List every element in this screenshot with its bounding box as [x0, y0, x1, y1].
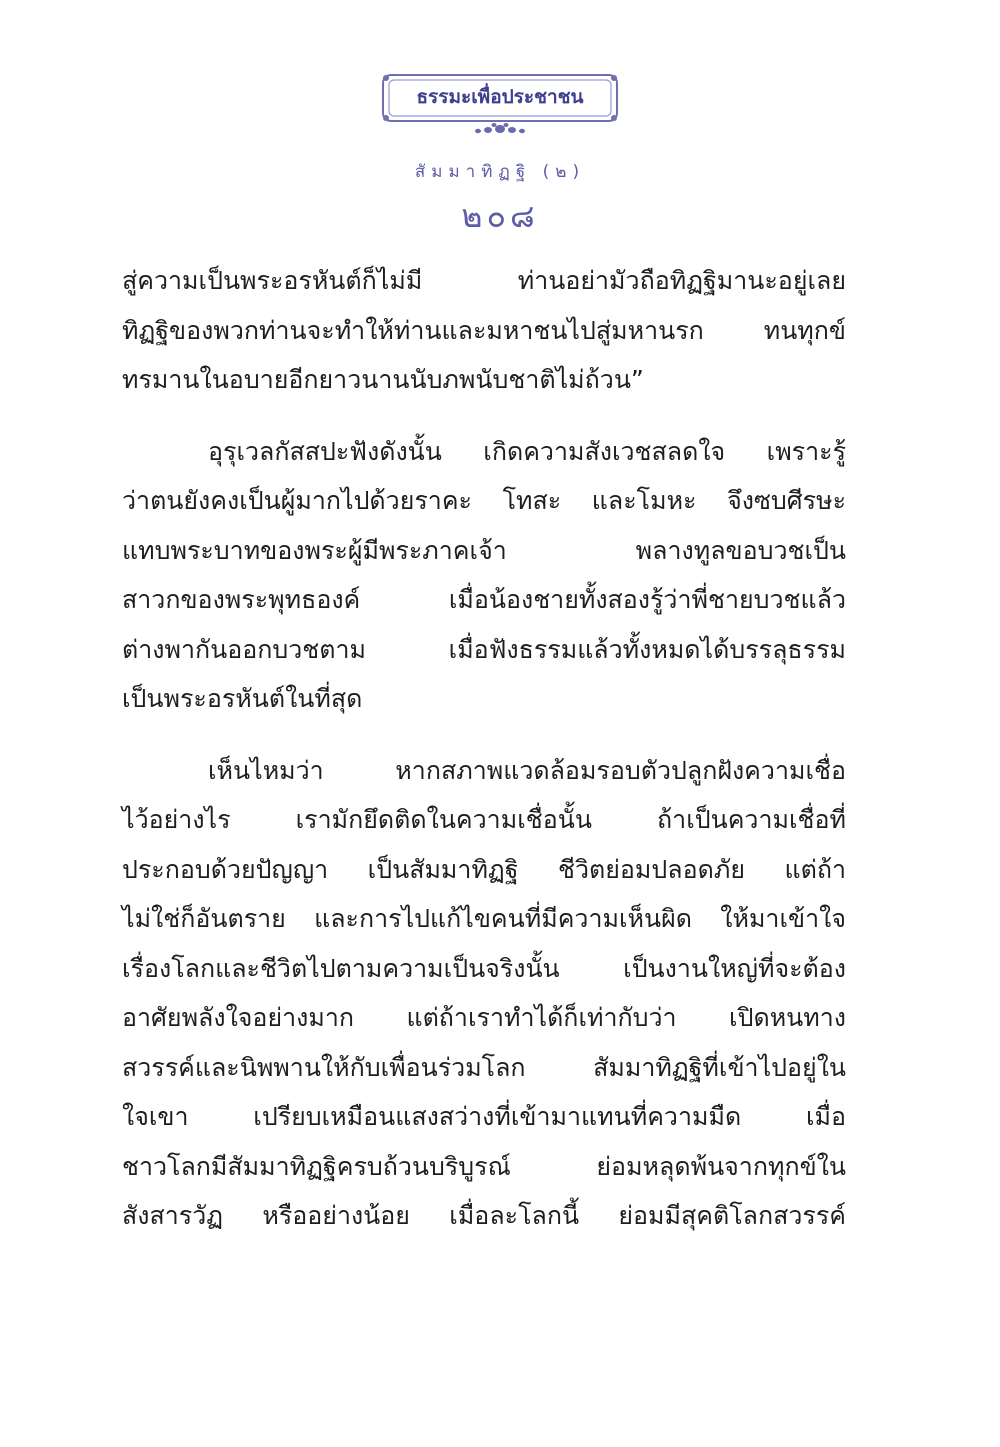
text-line: ประกอบด้วยปัญญา เป็นสัมมาทิฏฐิ ชีวิตย่อมปลอดภัย แต่ถ้า	[122, 854, 846, 884]
paragraph-3	[122, 746, 846, 1241]
page-number: ๒๐๘	[461, 197, 539, 235]
text-line: สังสารวัฏ หรืออย่างน้อย เมื่อละโลกนี้ ย่อมมีสุคติโลกสวรรค์	[122, 1201, 846, 1230]
text-line: สวรรค์และนิพพานให้กับเพื่อนร่วมโลก สัมมาทิฏฐิที่เข้าไปอยู่ใน	[122, 1052, 846, 1082]
text-line: ทิฏฐิของพวกท่านจะทำให้ท่านและมหาชนไปสู่มหานรก ทนทุกข์	[122, 315, 846, 345]
body-text	[122, 256, 846, 1241]
text-line: ใจเขา เปรียบเหมือนแสงสว่างที่เข้ามาแทนที่ความมืด เมื่อ	[122, 1102, 846, 1131]
page-header	[0, 72, 1000, 242]
text-line: ชาวโลกมีสัมมาทิฏฐิครบถ้วนบริบูรณ์ ย่อมหลุดพ้นจากทุกข์ใน	[122, 1151, 846, 1181]
paragraph-1	[122, 256, 846, 405]
text-line: ไว้อย่างไร เรามักยึดติดในความเชื่อนั้น ถ้าเป็นความเชื่อที่	[122, 805, 846, 834]
text-line: ว่าตนยังคงเป็นผู้มากไปด้วยราคะ โทสะ และโมหะ จึงซบศีรษะ	[122, 486, 846, 515]
text-line: อุรุเวลกัสสปะฟังดังนั้น เกิดความสังเวชสลดใจ เพราะรู้	[208, 436, 846, 466]
text-line: สาวกของพระพุทธองค์ เมื่อน้องชายทั้งสองรู้ว่าพี่ชายบวชแล้ว	[122, 585, 846, 614]
paragraph-2	[122, 427, 846, 724]
text-line: อาศัยพลังใจอย่างมาก แต่ถ้าเราทำได้ก็เท่ากับว่า เปิดหนทาง	[122, 1003, 846, 1032]
text-line: สู่ความเป็นพระอรหันต์ก็ไม่มี ท่านอย่ามัวถือทิฏฐิมานะอยู่เลย	[122, 266, 846, 295]
book-logo	[380, 72, 620, 138]
chapter-subtitle: สัมมาทิฏฐิ (๒)	[414, 162, 586, 182]
text-line: ทรมานในอบายอีกยาวนานนับภพนับชาติไม่ถ้วน”	[122, 365, 644, 394]
text-line: เห็นไหมว่า หากสภาพแวดล้อมรอบตัวปลูกฝังความเชื่อ	[208, 755, 846, 785]
text-line: เรื่องโลกและชีวิตไปตามความเป็นจริงนั้น เป็นงานใหญ่ที่จะต้อง	[122, 953, 846, 983]
text-line: แทบพระบาทของพระผู้มีพระภาคเจ้า พลางทูลขอบวชเป็น	[122, 535, 846, 565]
text-line: เป็นพระอรหันต์ในที่สุด	[122, 684, 363, 713]
text-line: ต่างพากันออกบวชตาม เมื่อฟังธรรมแล้วทั้งหมดได้บรรลุธรรม	[122, 634, 846, 664]
text-line: ไม่ใช่ก็อันตราย และการไปแก้ไขคนที่มีความเห็นผิด ให้มาเข้าใจ	[122, 904, 846, 933]
logo-title: ธรรมะเพื่อประชาชน	[416, 86, 584, 108]
